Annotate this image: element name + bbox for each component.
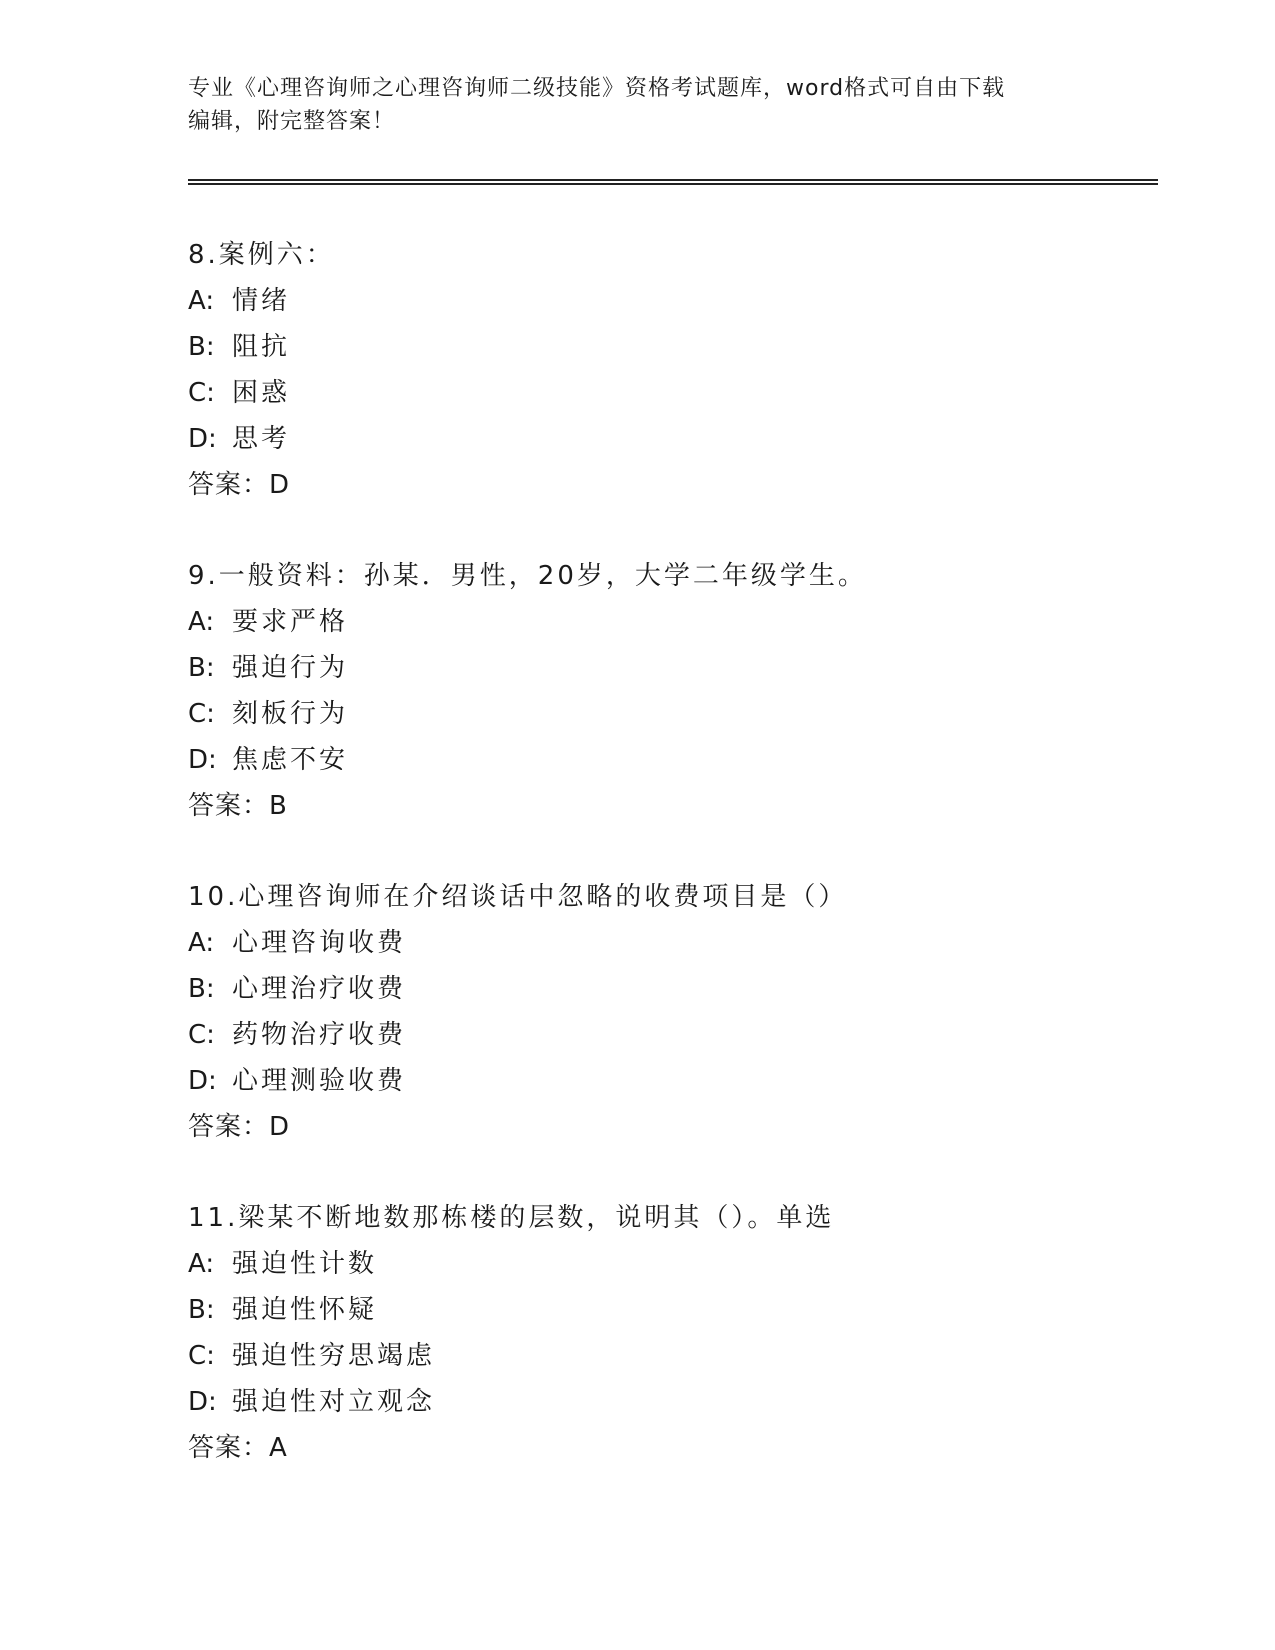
option-key: A: xyxy=(188,607,215,637)
question-9 xyxy=(188,553,1158,829)
option-b xyxy=(188,1287,1158,1333)
answer-line: 答案：A xyxy=(188,1433,288,1463)
option-text: 刻板行为 xyxy=(232,699,349,729)
option-a xyxy=(188,278,1158,324)
header-divider-bottom xyxy=(188,183,1158,185)
option-key: B: xyxy=(188,1295,215,1325)
option-text: 阻抗 xyxy=(232,332,291,362)
option-key: D: xyxy=(188,1066,217,1096)
option-text: 情绪 xyxy=(232,286,291,316)
option-d xyxy=(188,1379,1158,1425)
option-key: D: xyxy=(188,1387,217,1417)
option-text: 强迫性计数 xyxy=(232,1249,378,1279)
option-key: B: xyxy=(188,974,215,1004)
question-stem: 8.案例六： xyxy=(188,240,335,270)
option-text: 强迫性对立观念 xyxy=(232,1387,436,1417)
option-c xyxy=(188,1333,1158,1379)
option-key: C: xyxy=(188,378,215,408)
option-text: 心理治疗收费 xyxy=(232,974,407,1004)
answer-line: 答案：B xyxy=(188,791,288,821)
document-header xyxy=(188,72,1088,138)
header-line-2: 编辑，附完整答案！ xyxy=(188,109,396,134)
option-text: 困惑 xyxy=(232,378,291,408)
option-text: 强迫性穷思竭虑 xyxy=(232,1341,436,1371)
answer-line: 答案：D xyxy=(188,1112,291,1142)
option-key: A: xyxy=(188,286,215,316)
option-key: B: xyxy=(188,332,215,362)
option-a xyxy=(188,1241,1158,1287)
option-key: C: xyxy=(188,699,215,729)
option-text: 药物治疗收费 xyxy=(232,1020,407,1050)
option-text: 强迫性怀疑 xyxy=(232,1295,378,1325)
option-key: A: xyxy=(188,928,215,958)
question-10 xyxy=(188,874,1158,1150)
option-b xyxy=(188,645,1158,691)
option-c xyxy=(188,1012,1158,1058)
question-stem: 10.心理咨询师在介绍谈话中忽略的收费项目是（） xyxy=(188,882,848,912)
option-b xyxy=(188,324,1158,370)
option-d xyxy=(188,1058,1158,1104)
option-text: 心理测验收费 xyxy=(232,1066,407,1096)
option-key: C: xyxy=(188,1020,215,1050)
option-b xyxy=(188,966,1158,1012)
option-text: 思考 xyxy=(232,424,291,454)
option-d xyxy=(188,416,1158,462)
option-key: D: xyxy=(188,424,217,454)
header-line-1: 专业《心理咨询师之心理咨询师二级技能》资格考试题库，word格式可自由下载 xyxy=(188,76,1006,101)
option-c xyxy=(188,691,1158,737)
question-stem: 11.梁某不断地数那栋楼的层数，说明其（）。单选 xyxy=(188,1203,835,1233)
option-key: B: xyxy=(188,653,215,683)
header-divider-top xyxy=(188,179,1158,181)
option-key: A: xyxy=(188,1249,215,1279)
question-stem: 9.一般资料：孙某．男性，20岁，大学二年级学生。 xyxy=(188,561,867,591)
option-text: 焦虑不安 xyxy=(232,745,349,775)
option-text: 心理咨询收费 xyxy=(232,928,407,958)
question-8 xyxy=(188,232,1158,508)
option-text: 强迫行为 xyxy=(232,653,349,683)
option-c xyxy=(188,370,1158,416)
option-d xyxy=(188,737,1158,783)
question-11 xyxy=(188,1195,1158,1471)
option-a xyxy=(188,599,1158,645)
option-key: D: xyxy=(188,745,217,775)
option-text: 要求严格 xyxy=(232,607,349,637)
option-a xyxy=(188,920,1158,966)
option-key: C: xyxy=(188,1341,215,1371)
answer-line: 答案：D xyxy=(188,470,291,500)
